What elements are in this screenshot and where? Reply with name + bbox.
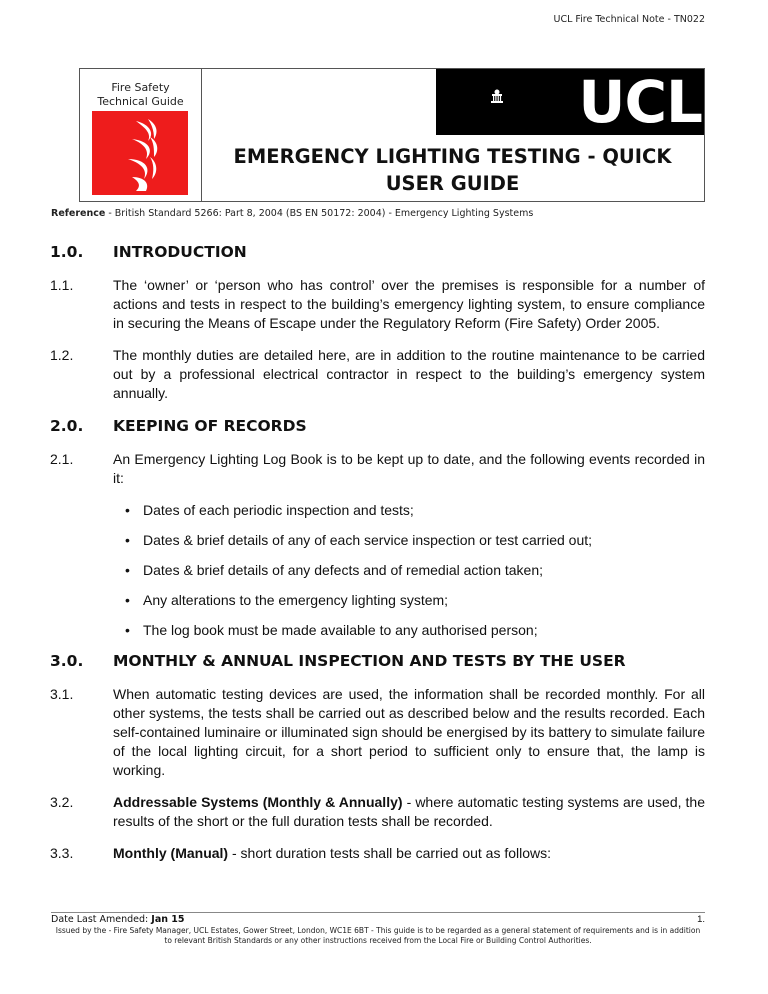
paragraph bbox=[113, 844, 705, 863]
list-item: • Dates of each periodic inspection and tests; bbox=[125, 501, 705, 520]
section-number: 1.0. bbox=[50, 243, 84, 261]
guide-label-2: Technical Guide bbox=[97, 95, 184, 108]
section-title: KEEPING OF RECORDS bbox=[113, 417, 307, 435]
para-text: - short duration tests shall be carried out as follows: bbox=[228, 845, 552, 861]
list-item-text: Dates & brief details of any of each service inspection or test carried out; bbox=[143, 532, 593, 548]
list-item-text: The log book must be made available to any authorised person; bbox=[143, 622, 538, 638]
page-number: 1. bbox=[697, 914, 705, 925]
para-number: 3.2. bbox=[50, 794, 74, 810]
paragraph: When automatic testing devices are used, the information shall be recorded monthly. For all other systems, the tests shall be carried out as described below and the results recorded. Each self-contained luminaire or illuminated sign should be energised by its battery to simulate failure of the local lighting circuit, for a short period to sufficient only to ensure that, the lamp is working. bbox=[113, 686, 705, 778]
list-item: • Any alterations to the emergency lighting system; bbox=[125, 591, 705, 610]
para-number: 1.2. bbox=[50, 347, 74, 363]
list-item-text: Any alterations to the emergency lighting system; bbox=[143, 592, 449, 608]
paragraph bbox=[113, 793, 705, 831]
document-title bbox=[201, 143, 704, 197]
section-number: 3.0. bbox=[50, 652, 84, 670]
para-text: - where automatic testing systems are used, the results of the short or the full duration tests shall be recorded. bbox=[113, 794, 706, 829]
section-heading bbox=[50, 416, 705, 436]
list-item: • Dates & brief details of any of each service inspection or test carried out; bbox=[125, 531, 705, 550]
reference-text: - British Standard 5266: Part 8, 2004 (BS EN 50172: 2004) - Emergency Lighting Systems bbox=[105, 208, 534, 219]
section-heading bbox=[50, 651, 705, 671]
title-line-2: USER GUIDE bbox=[385, 172, 520, 195]
list-item-text: Dates & brief details of any defects and of remedial action taken; bbox=[143, 562, 544, 578]
paragraph-row bbox=[50, 450, 705, 488]
para-number: 1.1. bbox=[50, 277, 74, 293]
para-number: 3.3. bbox=[50, 845, 74, 861]
para-bold: Monthly (Manual) bbox=[113, 845, 229, 861]
paragraph: An Emergency Lighting Log Book is to be kept up to date, and the following events recorded in it: bbox=[113, 451, 705, 486]
section-title: MONTHLY & ANNUAL INSPECTION AND TESTS BY THE USER bbox=[113, 652, 626, 670]
running-header: UCL Fire Technical Note - TN022 bbox=[553, 14, 705, 25]
paragraph: The ‘owner’ or ‘person who has control’ over the premises is responsible for a number of actions and tests in respect to the building’s emergency lighting system, to ensure compliance in securing the Means of Escape under the Regulatory Reform (Fire Safety) Order 2005. bbox=[113, 277, 705, 331]
section-heading bbox=[50, 242, 705, 262]
para-number: 2.1. bbox=[50, 451, 74, 467]
fire-flame-icon bbox=[92, 111, 188, 195]
paragraph-row bbox=[50, 346, 705, 403]
date-label: Date Last Amended: bbox=[51, 914, 152, 925]
ucl-logo bbox=[436, 69, 704, 135]
paragraph: The monthly duties are detailed here, are in addition to the routine maintenance to be carried out by a professional electrical contractor in respect to the building’s emergency system annually. bbox=[113, 347, 705, 401]
para-number: 3.1. bbox=[50, 686, 74, 702]
date-value: Jan 15 bbox=[151, 914, 185, 925]
section-title: INTRODUCTION bbox=[113, 243, 247, 261]
guide-label-1: Fire Safety bbox=[111, 81, 170, 94]
footer-note: Issued by the - Fire Safety Manager, UCL Estates, Gower Street, London, WC1E 6BT - This guide is to be regarded as a general statement of requirements and is in addition to relevant British Standards or any other instructions received from the Local Fire or Building Control Authorities. bbox=[55, 926, 701, 945]
paragraph-row bbox=[50, 844, 705, 863]
para-bold: Addressable Systems (Monthly & Annually) bbox=[113, 794, 403, 810]
guide-cell bbox=[80, 69, 202, 201]
paragraph-row bbox=[50, 685, 705, 780]
reference-label: Reference bbox=[51, 208, 106, 219]
title-line-1: EMERGENCY LIGHTING TESTING - QUICK bbox=[233, 145, 672, 168]
list-item: • Dates & brief details of any defects and of remedial action taken; bbox=[125, 561, 705, 580]
paragraph-row bbox=[50, 793, 705, 831]
ucl-logo-text: UCL bbox=[578, 68, 702, 136]
paragraph-row bbox=[50, 276, 705, 333]
document-body bbox=[50, 234, 705, 876]
portico-icon bbox=[490, 89, 504, 103]
list-item-text: Dates of each periodic inspection and tests; bbox=[143, 502, 414, 518]
list-item: • The log book must be made available to any authorised person; bbox=[125, 621, 705, 640]
section-number: 2.0. bbox=[50, 417, 84, 435]
footer-divider bbox=[51, 912, 705, 913]
header-box bbox=[79, 68, 705, 202]
footer-date bbox=[51, 914, 185, 925]
reference-line bbox=[51, 208, 533, 219]
